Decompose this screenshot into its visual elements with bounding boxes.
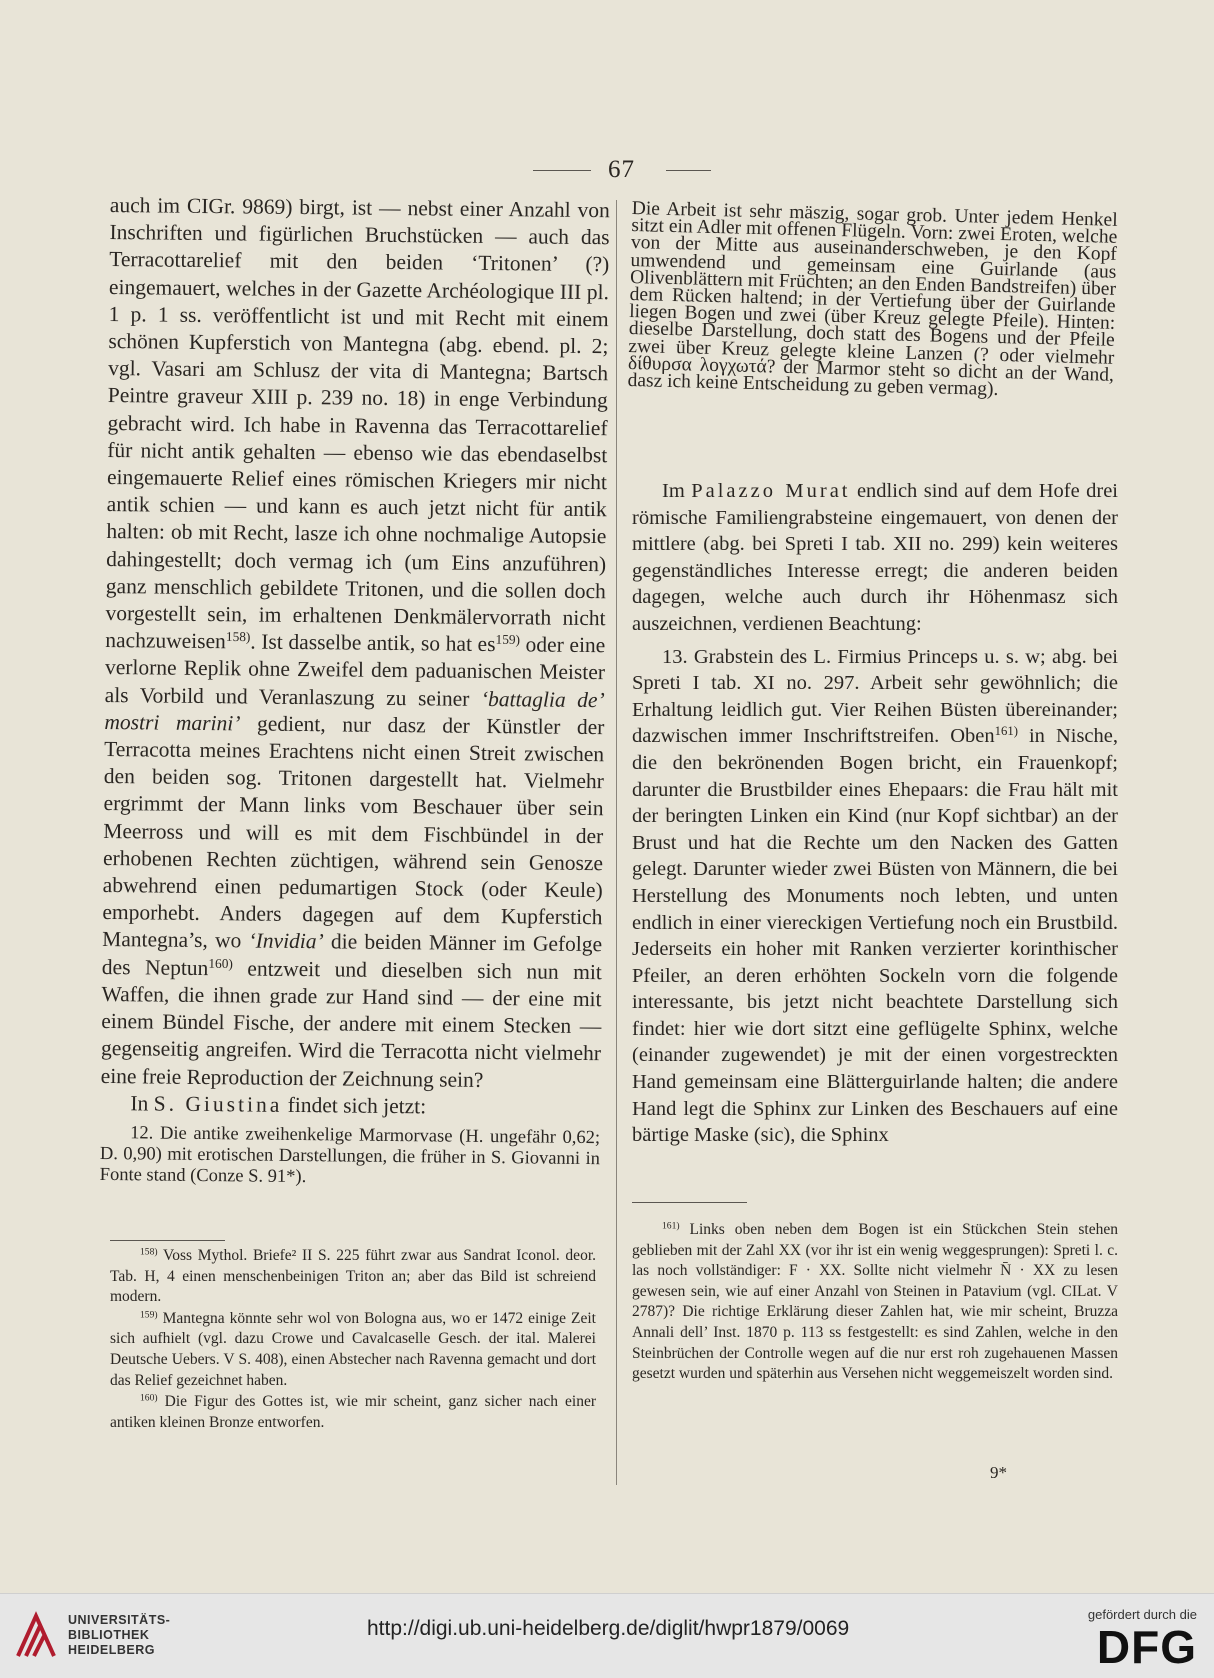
right-paragraph-1: Die Arbeit ist sehr mäszig, sogar grob. Unter jedem Henkel sitzt ein Adler mit offenen Flügeln. Vorn: zwei Eroten, welche von der Mitte aus auseinanderschweben, je den Kopf umwendend und gemeinsam eine Guirlande (aus Olivenblättern mit Früchten; an den Enden Bandstreifen) über dem Rücken haltend; in der Vertiefung über der Guirlande liegen Bogen und zwei (über Kreuz gelegte Pfeile). Hinten: dieselbe Darstellung, doch statt des Bogens und der Pfeile zwei über Kreuz gelegte kleine Lanzen (? oder vielmehr δίθυρσα λογχωτά? der Marmor steht so dicht an der Wand, dasz ich keine Entscheidung zu geben vermag). — [627, 198, 1118, 401]
left-paragraph-2: In S. Giustina findet sich jetzt: — [130, 1090, 427, 1119]
left-paragraph-1: auch im CIGr. 9869) birgt, ist — nebst einer Anzahl von Inschriften und figürlichen Bruchstücken — auch das Terracottarelief mit den beiden ‘Tritonen’ (?) eingemauert, welches in der Gazette Archéologique III pl. 1 p. 1 ss. veröffentlicht ist und mit Recht mit einem schönen Kupferstich von Mantegna (abg. ebend. pl. 2; vgl. Vasari am Schlusz der vita di Mantegna; Bartsch Peintre graveur XIII p. 239 no. 18) in enge Verbindung gebracht wird. Ich habe in Ravenna das Terracottarelief für nicht antik gehalten — ebenso wie das ebendaselbst eingemauerte Relief eines römischen Kriegers mir nicht antik schien — und kann es auch jetzt nicht für antik halten: ob mit Recht, lasze ich ohne nochmalige Autopsie dahingestellt; doch vermag ich (um Eins anzuführen) ganz menschlich gebildete Tritonen, und die sollen doch vorgestellt sein, im erhaltenen Denkmälervorrath nicht nachzuweisen$^{158)}$. Ist dasselbe antik, so hat $es^{159)}$ oder eine verlorne Replik ohne Zweifel dem paduanischen Meister als Vorbild und Veranlaszung zu seiner ‘battaglia de’ mostri marini’ gedient, nur dasz der Künstler der Terracotta meines Erachtens nicht einen Streit zwischen den beiden sog. Tritonen dargestellt hat. Vielmehr ergrimmt der Mann links vom Beschauer über sein Meerross und will es mit dem Fischbündel in der erhobenen Rechten züchtigen, während sein Genosze abwehrend einen pedumartigen Stock (oder Keule) emporhebt. Anders dagegen auf dem Kupferstich Mantegna’s, wo ‘Invidia’ die beiden Männer im Gefolge des Neptun$^{160)}$ entzweit und dieselben sich nun mit Waffen, die ihnen grade zur Hand sind — der eine mit einem Bündel Fische, der andere mit einem Stecken — gegenseitig angreifen. Wird die Terracotta nicht vielmehr eine freie Reproduction der Zeichnung sein? — [100, 192, 610, 1092]
page-header — [0, 156, 1214, 186]
footnote-160: $^{160)}$ Die Figur des Gottes ist, wie mir scheint, ganz sicher nach einer antiken kleinen Bronze entworfen. — [110, 1392, 596, 1431]
entry-13: 13. Grabstein des L. Firmius Princeps u. s. w; abg. bei Spreti I tab. XI no. 297. Arbeit sehr gewöhnlich; die Erhaltung leidlich gut. Vier Reihen Büsten übereinander; dazwischen immer Inschriftstreifen. Oben$^{161)}$ in Nische, die den bekrönenden Bogen bricht, ein Frauenkopf; darunter die Brustbilder eines Ehepaars: die Frau hält mit der beringten Linken ein Kind (nur Kopf sichtbar) an der Brust und hat die Rechte um den Nacken des Gatten gelegt. Darunter wieder zwei Büsten von Männern, die bei Herstellung des Monuments noch lebten, und unten endlich in einer viereckigen Vertiefung noch ein Brustbild. Jederseits ein hoher mit Ranken verzierter korinthischer Pfeiler, an deren erhöhten Sockeln vorn die folgende interessante, bis jetzt nicht beachtete Darstellung sich findet: hier wie dort sitzt eine geflügelte Sphinx, welche (einander zugewendet) je mit der einen vorgestreckten Hand gemeinsam eine Blätterguirlande halten; die andere Hand legt die Sphinx zur Linken des Beschauers auf eine bärtige Maske (sic), die Sphinx — [632, 645, 1118, 1147]
dfg-logo: DFG — [1096, 1621, 1197, 1673]
page-number: 67 — [608, 156, 635, 183]
footnote-ref-159[interactable]: 159) — [495, 631, 521, 648]
column-divider — [616, 200, 617, 1485]
italic-title: ‘battaglia de’ mostri marini’ — [104, 686, 605, 736]
entry-12: 12. Die antike zweihenkelige Marmorvase (H. ungefähr 0,62; D. 0,90) mit erotischen Darstellungen, die früher in S. Giovanni in Fonte stand (Conze S. 91*). — [99, 1123, 601, 1188]
footnotes-right — [632, 1220, 1118, 1386]
footnote-159: $^{159)}$ Mantegna könnte sehr wol von Bologna aus, wo er 1472 einige Zeit sich aufhielt (vgl. dazu Crowe und Cavalcaselle Gesch. der ital. Malerei Deutsche Uebers. V S. 408), einen Abstecher nach Ravenna gemacht und dort das Relief gezeichnet haben. — [110, 1309, 596, 1389]
right-column-main — [632, 478, 1118, 1149]
place-name-giustina: S. Giustina — [153, 1091, 283, 1117]
footnote-158: $^{158)}$ Voss Mythol. Briefe² II S. 225 führt zwar aus Sandrat Iconol. deor. Tab. H, 4 einen menschenbeinigen Triton an; aber das Bild ist schreiend modern. — [110, 1246, 596, 1306]
university-library-name: UNIVERSITÄTS- BIBLIOTHEK HEIDELBERG — [68, 1613, 171, 1657]
footer-bar — [0, 1593, 1214, 1678]
footnotes-left — [110, 1246, 596, 1434]
right-column-top — [627, 200, 1117, 401]
permalink-url[interactable]: http://digi.ub.uni-heidelberg.de/diglit/hwpr1879/0069 — [367, 1617, 850, 1640]
left-column — [100, 192, 610, 1191]
header-rule-right — [666, 170, 711, 171]
footnote-rule-left — [110, 1240, 225, 1241]
sheet-signature: 9* — [990, 1463, 1007, 1482]
footnote-ref-160[interactable]: 160) — [208, 955, 233, 971]
footnote-rule-right — [632, 1202, 747, 1203]
place-name-palazzo-murat: Palazzo Murat — [691, 480, 851, 502]
footnote-161: $^{161)}$ Links oben neben dem Bogen ist ein Stückchen Stein stehen geblieben mit der Zahl XX (vor ihr ist ein wenig weggesprungen): Spreti l. c. las noch vollständiger: F · XX. Sollte nicht vielmehr N̄ · XX zu lesen gewesen sein, wie auf einer Anzahl von Steinen in Patavium (vgl. CILat. V 2787)? Die richtige Erklärung dieser Zahlen hat, wie mir scheint, Bruzza Annali dell’ Inst. 1870 p. 113 ss festgestellt: es sind Zahlen, welche in den Steinbrüchen der Controlle wegen auf die nur erst roh zugehauenen Massen gesetzt wurden und späterhin aus Versehen nicht weggemeiszelt worden sind. — [632, 1220, 1118, 1383]
header-rule-left — [533, 170, 591, 171]
right-paragraph-2: Im Palazzo Murat endlich sind auf dem Hofe drei römische Familiengrabsteine eingemauert, von denen der mittlere (abg. bei Spreti I tab. XII no. 299) kein weiteres gegenständliches Interesse erregt; die anderen beiden dagegen, welche auch durch ihr Höhenmasz sich auszeichnen, verdienen Beachtung: — [632, 480, 1118, 635]
footnote-ref-158[interactable]: 158) — [225, 629, 251, 645]
italic-invidia: ‘Invidia’ — [248, 928, 324, 954]
university-library-logo-icon — [14, 1610, 60, 1660]
footnote-ref-161[interactable]: 161) — [994, 724, 1018, 739]
sponsor-text: gefördert durch die — [1087, 1607, 1197, 1622]
